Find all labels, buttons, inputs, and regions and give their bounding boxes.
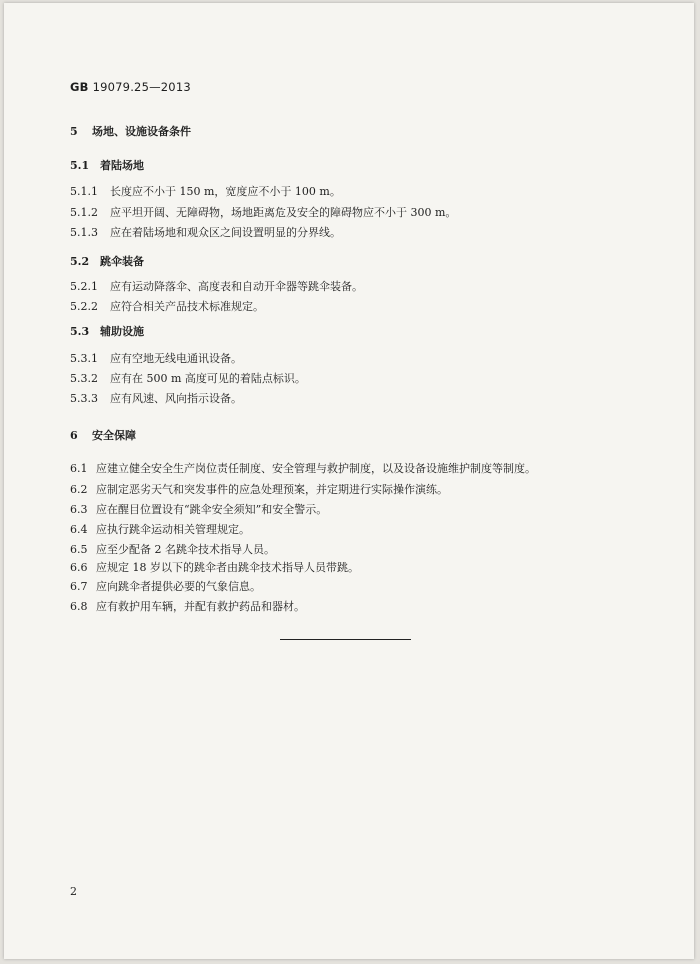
clause-number: 5 — [70, 125, 78, 138]
clause-text: 应有救护用车辆，并配有救护药品和器材。 — [96, 600, 305, 613]
standard-header — [70, 80, 191, 94]
clause — [70, 392, 242, 406]
clause-text: 应平坦开阔、无障碍物，场地距离危及安全的障碍物应不小于 300 m。 — [110, 206, 457, 219]
clause-number: 5.1.1 — [70, 185, 98, 198]
clause-number: 5.2 — [70, 255, 90, 268]
clause — [70, 280, 363, 294]
clause-text: 应规定 18 岁以下的跳伞者由跳伞技术指导人员带跳。 — [96, 561, 359, 574]
clause-text: 应在醒目位置设有“跳伞安全须知”和安全警示。 — [96, 503, 328, 516]
subsection-heading — [70, 325, 144, 339]
clause-number: 6 — [70, 429, 78, 442]
clause-number: 6.3 — [70, 503, 88, 516]
clause-number: 5.2.1 — [70, 280, 98, 293]
subsection-heading — [70, 255, 144, 269]
clause-text: 场地、设施设备条件 — [92, 125, 191, 138]
clause — [70, 523, 250, 537]
clause-number: 6.2 — [70, 483, 88, 496]
clause-number: 6.7 — [70, 580, 88, 593]
clause — [70, 600, 305, 614]
clause-text: 应建立健全安全生产岗位责任制度、安全管理与救护制度，以及设备设施维护制度等制度。 — [96, 462, 536, 475]
end-of-text-rule — [280, 639, 411, 640]
clause-text: 应符合相关产品技术标准规定。 — [110, 300, 264, 313]
clause-number: 5.3.2 — [70, 372, 98, 385]
clause — [70, 483, 448, 497]
clause-text: 辅助设施 — [100, 325, 144, 338]
clause-text: 应制定恶劣天气和突发事件的应急处理预案，并定期进行实际操作演练。 — [96, 483, 448, 496]
section-heading — [70, 429, 136, 443]
clause-text: 应有运动降落伞、高度表和自动开伞器等跳伞装备。 — [110, 280, 363, 293]
clause-number: 6.1 — [70, 462, 88, 475]
clause-text: 长度应不小于 150 m，宽度应不小于 100 m。 — [110, 185, 341, 198]
clause-text: 跳伞装备 — [100, 255, 144, 268]
clause — [70, 372, 306, 386]
clause-number: 5.1 — [70, 159, 90, 172]
clause — [70, 226, 341, 240]
clause-text: 着陆场地 — [100, 159, 144, 172]
subsection-heading — [70, 159, 144, 173]
clause-text: 应有空地无线电通讯设备。 — [110, 352, 242, 365]
clause — [70, 561, 359, 575]
clause — [70, 300, 264, 314]
clause-number: 5.1.3 — [70, 226, 98, 239]
standard-prefix: GB — [70, 80, 89, 94]
clause — [70, 185, 341, 199]
clause-text: 应向跳伞者提供必要的气象信息。 — [96, 580, 261, 593]
clause — [70, 503, 327, 517]
section-heading — [70, 125, 191, 139]
clause-text: 应有在 500 m 高度可见的着陆点标识。 — [110, 372, 306, 385]
clause-text: 安全保障 — [92, 429, 136, 442]
clause — [70, 580, 261, 594]
clause-number: 5.3.1 — [70, 352, 98, 365]
clause-number: 5.1.2 — [70, 206, 98, 219]
clause — [70, 543, 275, 557]
document-page — [4, 3, 694, 959]
clause-number: 6.6 — [70, 561, 88, 574]
page-number: 2 — [70, 885, 77, 898]
clause-number: 6.5 — [70, 543, 88, 556]
clause-number: 5.3 — [70, 325, 90, 338]
clause — [70, 206, 456, 220]
clause-text: 应执行跳伞运动相关管理规定。 — [96, 523, 250, 536]
clause-text: 应在着陆场地和观众区之间设置明显的分界线。 — [110, 226, 341, 239]
clause-text: 应有风速、风向指示设备。 — [110, 392, 242, 405]
clause — [70, 462, 536, 476]
clause-number: 6.8 — [70, 600, 88, 613]
standard-number: 19079.25—2013 — [92, 80, 191, 94]
clause — [70, 352, 242, 366]
clause-text: 应至少配备 2 名跳伞技术指导人员。 — [96, 543, 275, 556]
clause-number: 5.2.2 — [70, 300, 98, 313]
clause-number: 5.3.3 — [70, 392, 98, 405]
clause-number: 6.4 — [70, 523, 88, 536]
